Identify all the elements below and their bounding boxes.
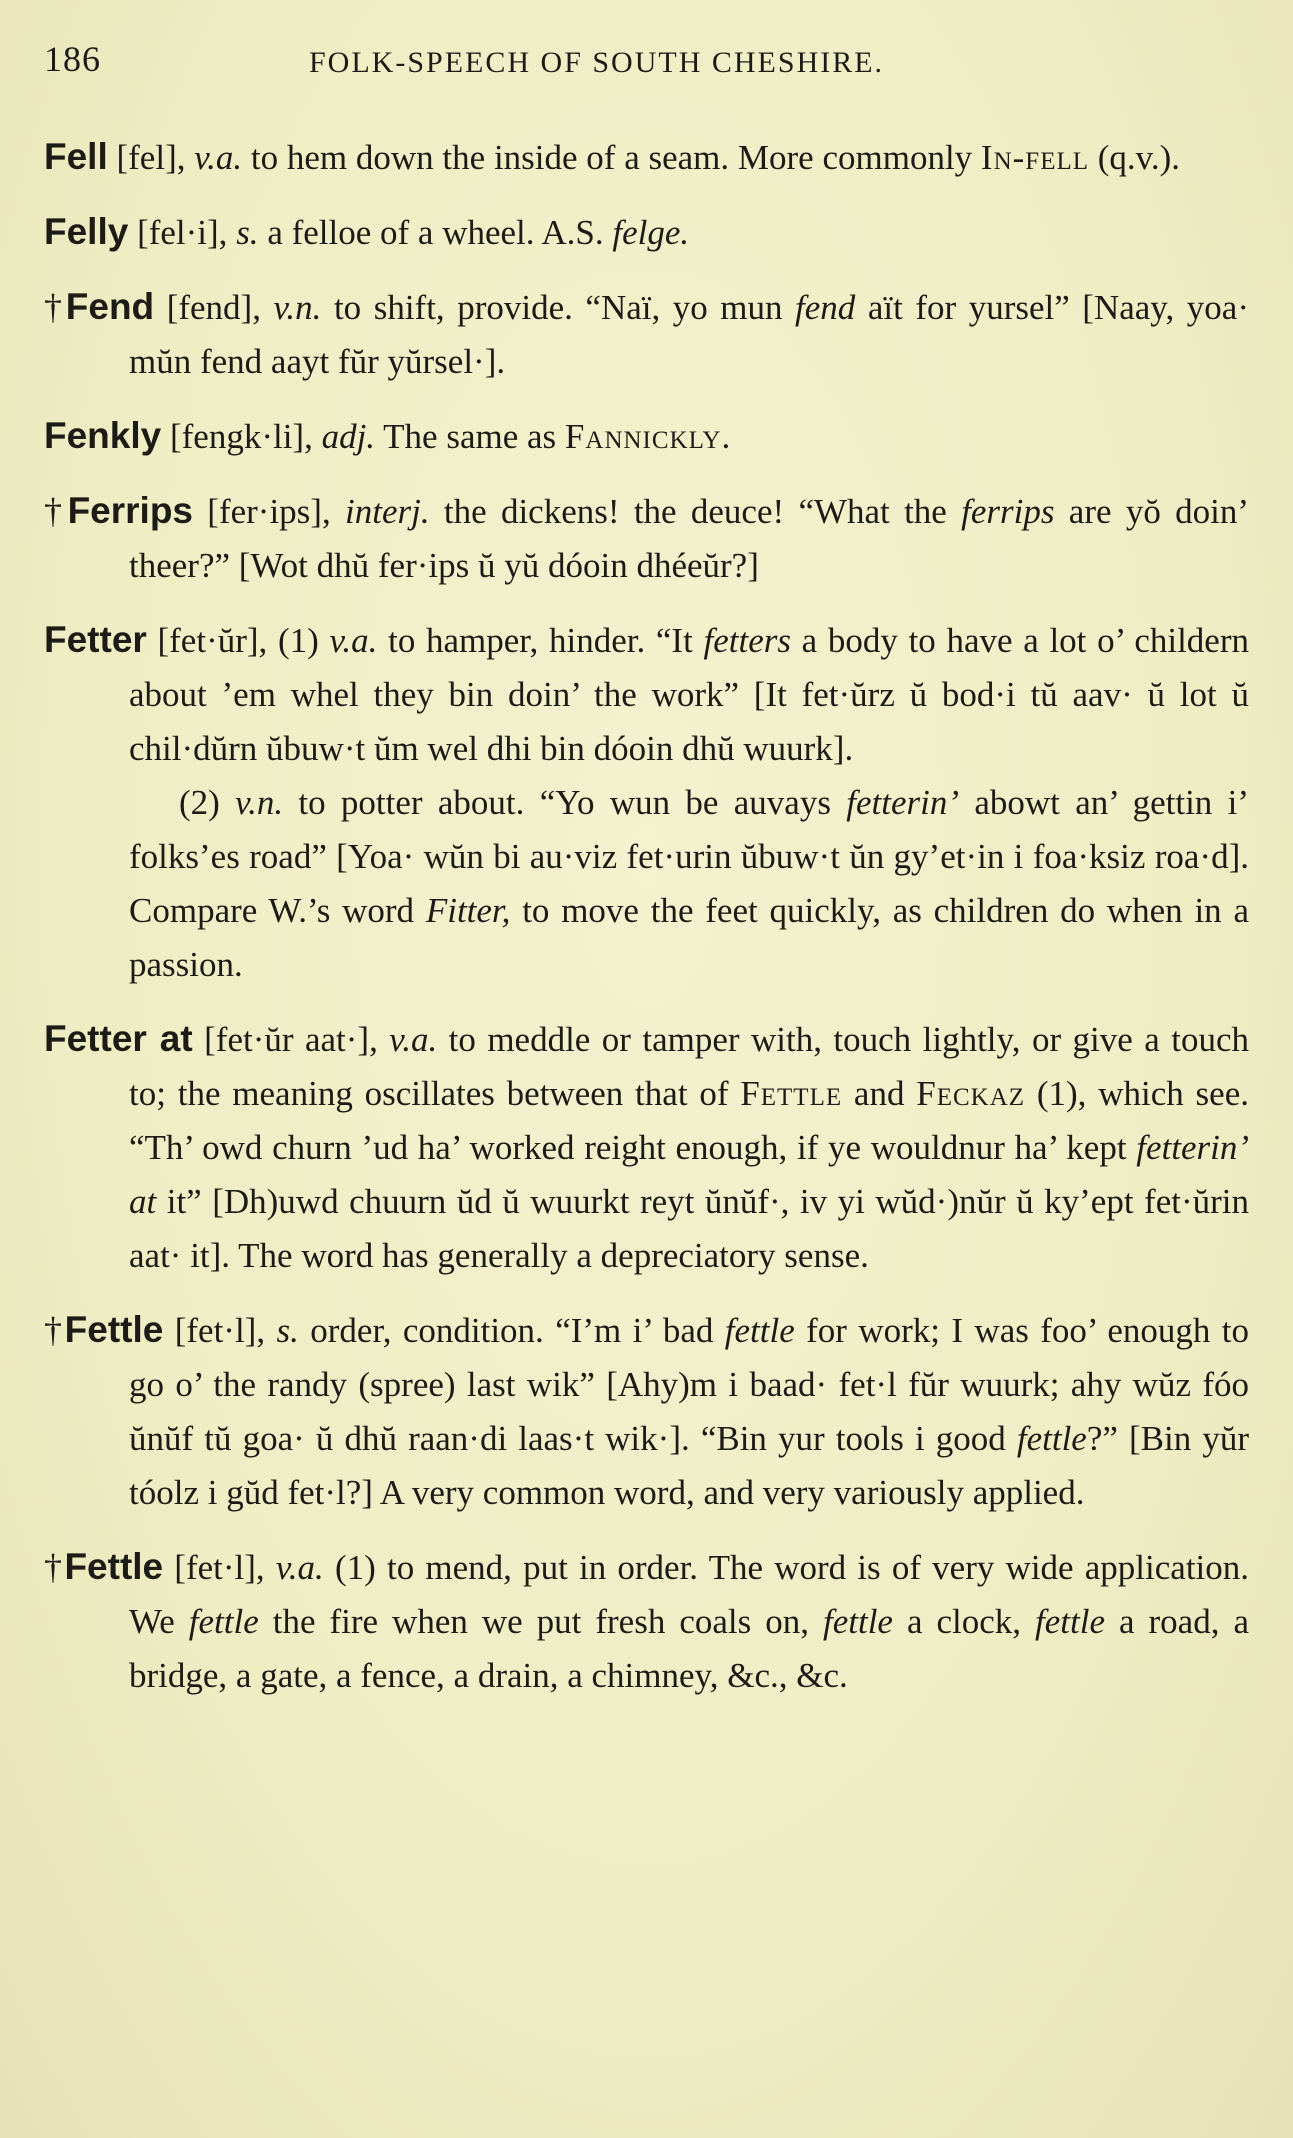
definition-text: a clock, [892, 1602, 1036, 1641]
definition-text: the fire when we put fresh coals on, [258, 1602, 823, 1641]
cross-reference: In-fell [980, 138, 1090, 177]
definition-text: [fel], [107, 138, 195, 177]
headword: Fettle [64, 1309, 164, 1350]
dagger-mark: † [44, 1310, 65, 1350]
definition-text: [fengk·li], [161, 417, 322, 456]
italic-text: v.a. [275, 1548, 324, 1587]
definition-text: to potter about. “Yo wun be auvays [283, 783, 847, 822]
cross-reference: Fannickly [564, 417, 722, 456]
dictionary-entry [44, 1303, 1249, 1520]
definition-text: a road, a bridge, a gate, a fence, a drain, a chimney, &c., &c. [129, 1602, 1249, 1695]
dictionary-entry [44, 484, 1249, 593]
dictionary-entry [44, 205, 1249, 260]
italic-text: s. [276, 1311, 299, 1350]
definition-text: a body to have a lot o’ childern about ’em whel they bin doin’ the work” [It fet·ŭrz ŭ bod·i tŭ aav· ŭ lot ŭ chil·dŭrn ŭbuw·t ŭm wel dhi bin dóoin dhŭ wuurk]. [129, 621, 1249, 768]
cross-reference: Feckaz [916, 1074, 1026, 1113]
italic-text: adj. [321, 417, 376, 456]
definition-text: the dickens! the deuce! “What the [429, 492, 962, 531]
definition-text: are yŏ doin’ theer?” [Wot dhŭ fer·ips ŭ yŭ dóoin dhéeŭr?] [129, 492, 1250, 585]
definition-text: [fer·ips], [193, 492, 346, 531]
headword: Fetter at [44, 1018, 193, 1059]
definition-text: to hem down the inside of a seam. More commonly [242, 138, 981, 177]
running-title: FOLK-SPEECH OF SOUTH CHESHIRE. [309, 46, 885, 79]
definition-text: it” [Dh)uwd chuurn ŭd ŭ wuurkt reyt ŭnŭf·, iv yi wŭd·)nŭr ŭ ky’ept fet·ŭrin aat· it]. The word has generally a depreciatory sense. [129, 1182, 1249, 1275]
dictionary-entry [44, 1540, 1249, 1703]
definition-text: to meddle or tamper with, touch lightly, or give a touch to; the meaning oscillates between that of [129, 1020, 1250, 1113]
italic-text: v.n. [235, 783, 284, 822]
dictionary-entry [44, 613, 1249, 776]
definition-text: The same as [375, 417, 565, 456]
definition-text: (1) to mend, put in order. The word is of very wide application. We [129, 1548, 1250, 1641]
italic-text: fend [795, 288, 856, 327]
page-number: 186 [44, 39, 101, 79]
headword: Fettle [64, 1546, 164, 1587]
italic-text: fetters [703, 621, 791, 660]
dictionary-entry [44, 280, 1249, 389]
dictionary-entries [44, 130, 1249, 1723]
headword: Felly [44, 211, 129, 252]
dagger-mark: † [44, 1547, 65, 1587]
italic-text: s. [236, 213, 259, 252]
definition-text: [fet·ŭr], (1) [146, 621, 330, 660]
italic-text: felge. [612, 213, 690, 252]
definition-text: [fet·ŭr aat·], [192, 1020, 390, 1059]
definition-text: [fel·i], [128, 213, 237, 252]
definition-text: [fet·l], [163, 1548, 276, 1587]
italic-text: fettle [1035, 1602, 1105, 1641]
italic-text: v.a. [389, 1020, 438, 1059]
definition-text: for work; I was foo’ enough to go o’ the randy (spree) last wik” [Ahy)m i baad· fet·l fŭr wuurk; ahy wŭz fóo ŭnŭf tŭ goa· ŭ dhŭ raan·di laas·t wik·]. “Bin yur tools i good [129, 1311, 1250, 1458]
definition-text: to move the feet quickly, as children do when in a passion. [129, 891, 1249, 984]
dictionary-entry [44, 409, 1249, 464]
italic-text: fettle [724, 1311, 795, 1350]
definition-text: (2) [179, 783, 236, 822]
definition-text: abowt an’ gettin i’ folks’es road” [Yoa· wŭn bi au·viz fet·urin ŭbuw·t ŭn gy’et·in i foa·ksiz roa·d]. Compare W.’s word [129, 783, 1250, 930]
dictionary-entry [44, 1012, 1249, 1283]
definition-text: . [721, 417, 731, 456]
italic-text: fettle [823, 1602, 893, 1641]
dagger-mark: † [44, 287, 66, 327]
definition-text: (1), which see. “Th’ owd churn ’ud ha’ worked reight enough, if ye wouldnur ha’ kept [129, 1074, 1249, 1167]
italic-text: fetterin’ [846, 783, 960, 822]
italic-text: Fitter, [425, 891, 511, 930]
italic-text: v.n. [273, 288, 322, 327]
entry-subsense [44, 776, 1249, 992]
italic-text: interj. [345, 492, 430, 531]
definition-text: order, condition. “I’m i’ bad [298, 1311, 725, 1350]
headword: Fend [65, 286, 155, 327]
definition-text: a felloe of a wheel. A.S. [258, 213, 613, 252]
page-header [44, 38, 1244, 88]
italic-text: ferrips [961, 492, 1055, 531]
definition-text: aït for yursel” [Naay, yoa· mŭn fend aayt fŭr yŭrsel·]. [129, 288, 1249, 381]
definition-text: [fet·l], [163, 1311, 277, 1350]
italic-text: fetterin’ at [129, 1128, 1249, 1221]
cross-reference: Fettle [740, 1074, 843, 1113]
headword: Fell [44, 136, 108, 177]
definition-text: and [842, 1074, 917, 1113]
definition-text: to shift, provide. “Naï, yo mun [321, 288, 796, 327]
definition-text: to hamper, hinder. “It [377, 621, 704, 660]
italic-text: v.a. [329, 621, 378, 660]
italic-text: v.a. [194, 138, 243, 177]
dagger-mark: † [44, 491, 68, 531]
definition-text: [fend], [154, 288, 274, 327]
headword: Ferrips [67, 490, 193, 531]
headword: Fenkly [44, 415, 162, 456]
headword: Fetter [44, 619, 147, 660]
definition-text: (q.v.). [1089, 138, 1181, 177]
dictionary-entry [44, 130, 1249, 185]
italic-text: fettle [1016, 1419, 1087, 1458]
italic-text: fettle [188, 1602, 259, 1641]
definition-text: ?” [Bin yŭr tóolz i gŭd fet·l?] A very common word, and very variously applied. [129, 1419, 1249, 1512]
